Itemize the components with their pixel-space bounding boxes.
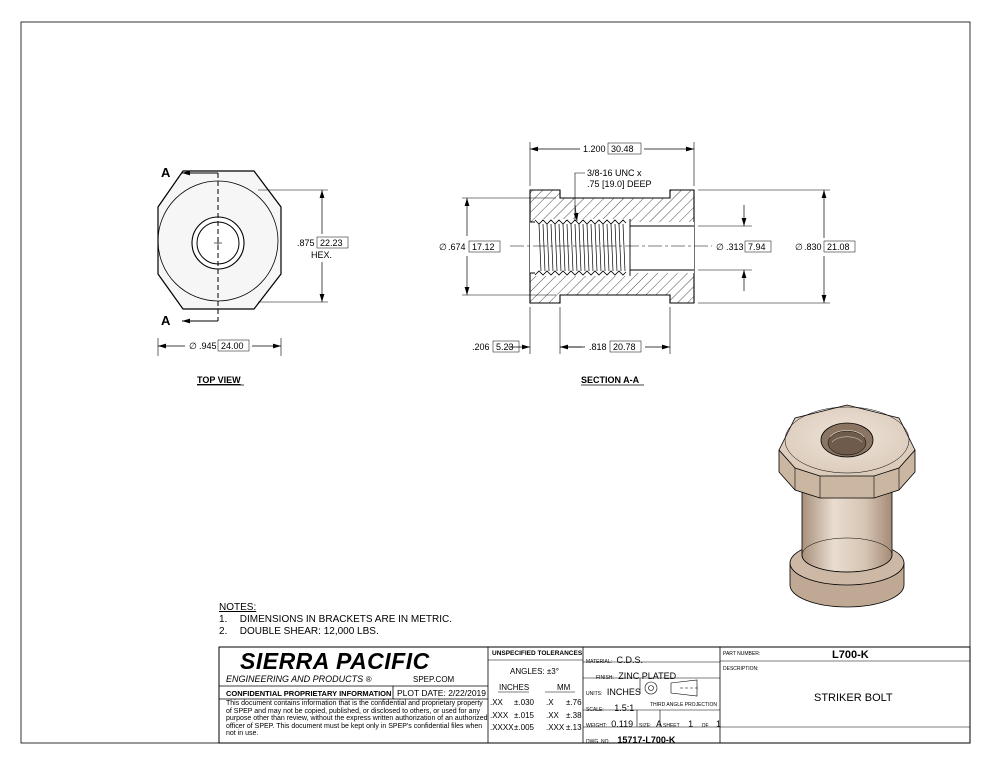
company-sub-text: ENGINEERING AND PRODUCTS [226, 674, 364, 684]
sheet-border [21, 22, 970, 743]
note-item [219, 626, 452, 638]
mm-header: MM [557, 683, 571, 692]
part-number-value: L700-K [832, 649, 869, 661]
tol-mm-val: ±.38 [566, 710, 582, 720]
confidential-text: This document contains information that is the confidential and proprietary property of SPEP and may not be copied, published, or disclosed to others, or used for any purpose other than review, without the express written authorization of an authorized officer of SPEP. This document must be kept only in SPEP's confidential files when not in use. [226, 700, 488, 737]
section-title: SECTION A-A [581, 375, 640, 385]
tol-mm-val: ±.76 [566, 698, 582, 707]
hex-dim-mm: 22.23 [320, 238, 343, 248]
tol-in-key: .XX [490, 698, 503, 707]
hex-dia-symbol: ∅ [795, 242, 803, 252]
hex-dia-text: .830 [804, 242, 822, 252]
notes-block [219, 602, 452, 638]
tolerance-row [490, 697, 582, 735]
tol-in-val: ±.005 [514, 723, 534, 732]
scale-value: 1.5:1 [614, 703, 635, 713]
finish-label: FINISH: [596, 675, 614, 681]
hex-label: HEX. [311, 250, 333, 260]
note-text: DOUBLE SHEAR: 12,000 LBS. [239, 626, 379, 637]
body-len-text: .818 [589, 342, 607, 352]
flange-thk-text: .206 [472, 342, 490, 352]
dwg-no-field [586, 730, 675, 748]
scale-label: SCALE: [586, 707, 604, 713]
size-label: SIZE: [639, 723, 652, 729]
tol-mm-val: ±.13 [566, 723, 582, 732]
tol-in-val: ±.030 [514, 698, 534, 707]
finish-value: ZINC PLATED [618, 671, 677, 681]
material-value: C.D.S. [616, 655, 643, 665]
top-view [158, 165, 348, 385]
registered-mark: ® [365, 675, 372, 684]
dwg-no-label: DWG. NO. [586, 739, 610, 745]
units-label: UNITS: [586, 691, 603, 697]
weight-label: WEIGHT: [586, 723, 607, 729]
description-label: DESCRIPTION: [723, 666, 759, 672]
plot-date-label: PLOT DATE: [397, 688, 446, 698]
note-item [219, 614, 452, 626]
top-view-title: TOP VIEW [197, 375, 241, 385]
tol-mm-key: .XXX [546, 723, 565, 732]
hex-dim-text: .875 [297, 238, 315, 248]
sheet-value: 1 [688, 719, 694, 729]
note-number: 1. [219, 614, 228, 625]
units-value: INCHES [606, 687, 641, 697]
confidential-heading: CONFIDENTIAL PROPRIETARY INFORMATION [226, 689, 392, 698]
tol-in-key: .XXXX [490, 723, 514, 732]
flange-dia-symbol: ∅ [189, 341, 197, 351]
tolerances-heading: UNSPECIFIED TOLERANCES [492, 650, 583, 657]
tol-in-val: ±.015 [514, 710, 534, 720]
material-label: MATERIAL: [586, 659, 613, 665]
length-dim-text: 1.200 [583, 144, 606, 154]
flange-thk-mm: 5.23 [496, 342, 514, 352]
inches-header: INCHES [499, 683, 530, 692]
tol-mm-key: .XX [546, 710, 559, 720]
website: SPEP.COM [413, 675, 455, 684]
bore-dia-symbol: ∅ [716, 242, 724, 252]
plot-date [397, 688, 486, 698]
shank-dia-text: .674 [448, 242, 466, 252]
bore-dia-mm: 7.94 [748, 242, 766, 252]
flange-dia-text: .945 [199, 341, 217, 351]
size-value: A [655, 719, 662, 729]
hex-dia-mm: 21.08 [827, 242, 850, 252]
section-marker-top: A [161, 165, 171, 180]
thread-callout-2: .75 [19.0] DEEP [587, 179, 652, 189]
body-len-mm: 20.78 [613, 342, 636, 352]
angles-tolerance: ANGLES: ±3° [510, 667, 559, 676]
note-text: DIMENSIONS IN BRACKETS ARE IN METRIC. [239, 614, 453, 625]
tol-mm-key: .X [546, 698, 554, 707]
of-label: OF [701, 723, 709, 729]
weight-value: 0.119 [611, 719, 634, 729]
projection-label: THIRD ANGLE PROJECTION [650, 702, 717, 708]
thread-region [535, 219, 630, 276]
company-logo: SIERRA PACIFIC [240, 648, 430, 674]
section-marker-bottom: A [161, 313, 171, 328]
notes-heading: NOTES: [219, 602, 257, 613]
sheet-total: 1 [716, 719, 722, 729]
thread-callout-1: 3/8-16 UNC x [587, 168, 642, 178]
shank-dia-symbol: ∅ [439, 242, 447, 252]
shank-dia-mm: 17.12 [472, 242, 495, 252]
company-subtitle [226, 674, 372, 684]
flange-dia-mm: 24.00 [221, 341, 244, 351]
tol-in-key: .XXX [490, 710, 509, 720]
isometric-view [779, 405, 915, 607]
section-view [439, 142, 855, 385]
part-number-label: PART NUMBER: [723, 651, 761, 657]
bore-dia-text: .313 [726, 242, 744, 252]
dwg-no-value: 15717-L700-K [617, 735, 676, 745]
sheet-label: SHEET [663, 723, 680, 729]
length-dim-mm: 30.48 [611, 144, 634, 154]
description-value: STRIKER BOLT [814, 692, 893, 704]
note-number: 2. [219, 626, 228, 637]
plot-date-value: 2/22/2019 [448, 688, 487, 698]
